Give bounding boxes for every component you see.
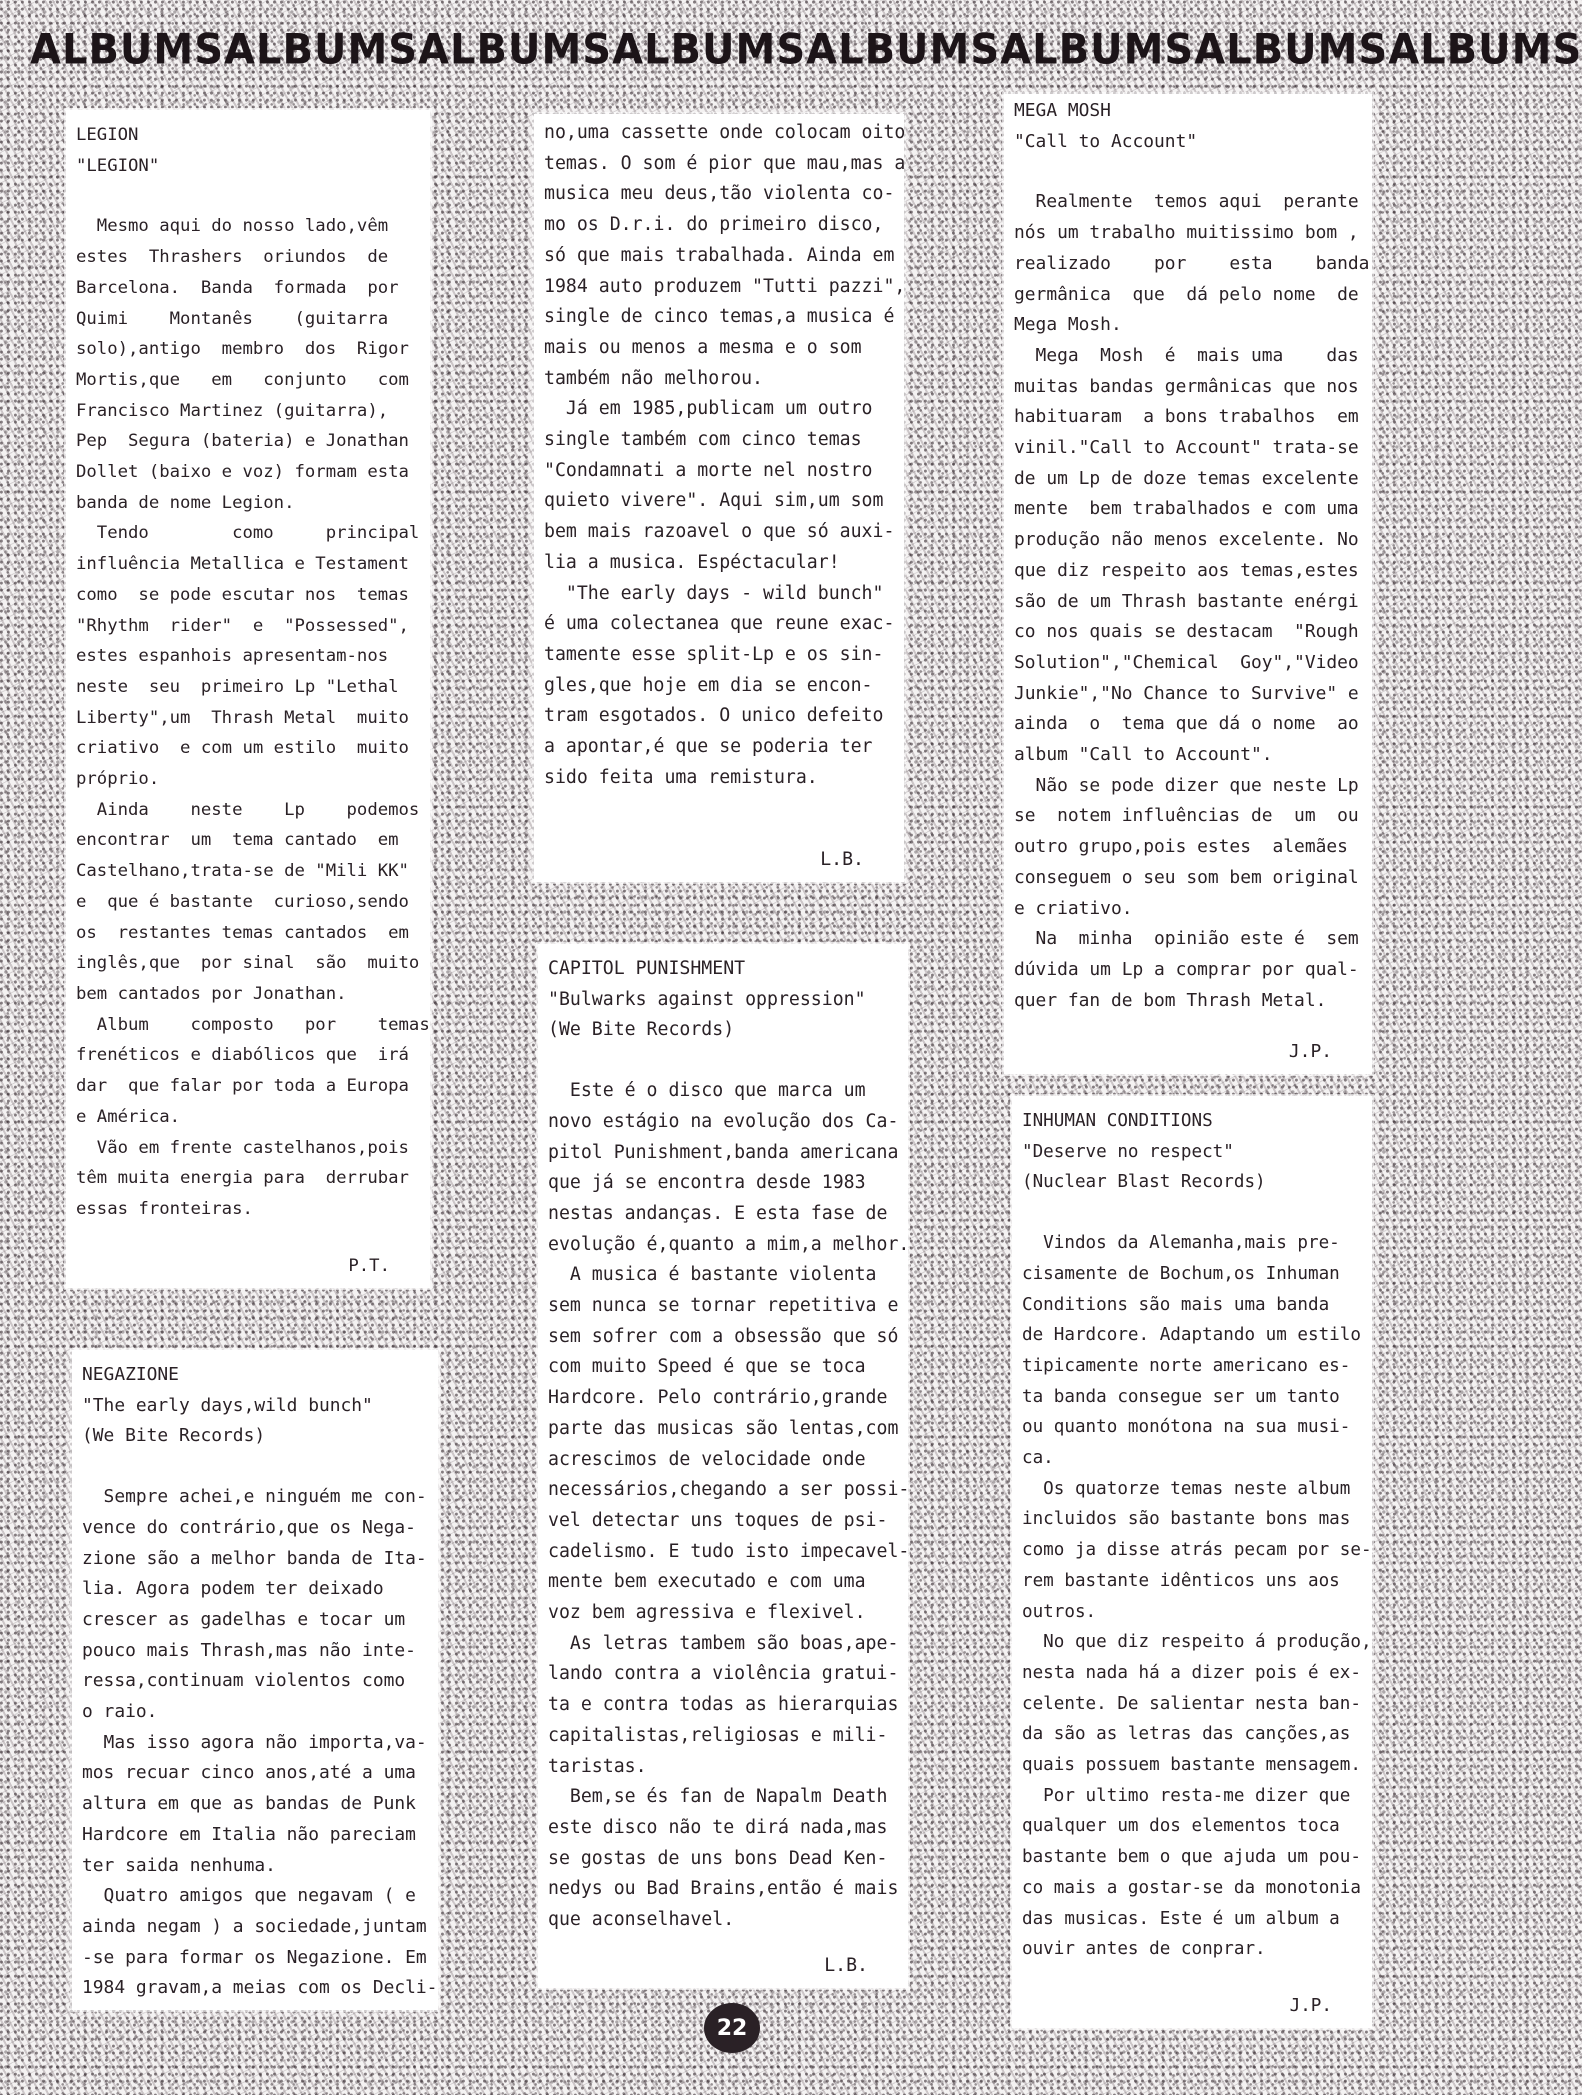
band-name: INHUMAN CONDITIONS — [1022, 1111, 1213, 1131]
text-line: Hardcore. Pelo contrário,grande — [548, 1387, 888, 1409]
text-line: Solution","Chemical Goy","Video — [1014, 651, 1359, 673]
review-text — [76, 211, 430, 1224]
text-line: Vindos da Alemanha,mais pre- — [1022, 1233, 1340, 1254]
review-text — [1014, 187, 1370, 1016]
text-line: single de cinco temas,a musica é — [544, 306, 895, 328]
text-line: crescer as gadelhas e tocar um — [82, 1608, 406, 1630]
text-line: ta banda consegue ser um tanto — [1022, 1386, 1340, 1407]
text-line: tamente esse split-Lp e os sin- — [544, 643, 884, 665]
text-line: 1984 gravam,a meias com os Decli- — [82, 1977, 438, 1999]
text-line: banda de nome Legion. — [76, 492, 295, 513]
text-line: Já em 1985,publicam um outro — [544, 398, 873, 420]
record-label: (Nuclear Blast Records) — [1022, 1172, 1266, 1193]
text-line: Conditions são mais uma banda — [1022, 1294, 1330, 1315]
text-line: e América. — [76, 1106, 181, 1127]
review-text — [548, 1076, 910, 1936]
text-line: só que mais trabalhada. Ainda em — [544, 244, 895, 266]
text-line: têm muita energia para derrubar — [76, 1168, 409, 1189]
text-line: pitol Punishment,banda americana — [548, 1141, 899, 1163]
review-negazione-continued — [534, 114, 904, 882]
banner-word: ALBUMS — [224, 25, 419, 75]
text-line: tipicamente norte americano es- — [1022, 1355, 1351, 1376]
text-line: lia. Agora podem ter deixado — [82, 1578, 384, 1600]
text-line: gles,que hoje em dia se encon- — [544, 674, 873, 696]
text-line: altura em que as bandas de Punk — [82, 1793, 416, 1815]
text-line: temas. O som é pior que mau,mas a — [544, 152, 906, 174]
text-line: acrescimos de velocidade onde — [548, 1448, 866, 1470]
text-line: que aconselhavel. — [548, 1909, 735, 1931]
text-line: Por ultimo resta-me dizer que — [1022, 1785, 1351, 1806]
text-line: evolução é,quanto a mim,a melhor. — [548, 1233, 910, 1255]
text-line: musica meu deus,tão violenta co- — [544, 183, 895, 205]
text-line: Barcelona. Banda formada por — [76, 277, 399, 298]
text-line: vel detectar uns toques de psi- — [548, 1509, 888, 1531]
text-line: 1984 auto produzem "Tutti pazzi", — [544, 275, 906, 297]
text-line: ou quanto monótona na sua musi- — [1022, 1417, 1351, 1438]
text-line: Vão em frente castelhanos,pois — [76, 1137, 409, 1158]
text-line: Francisco Martinez (guitarra), — [76, 400, 389, 421]
text-line: como ja disse atrás pecam por se- — [1022, 1540, 1372, 1561]
text-line: Dollet (baixo e voz) formam esta — [76, 462, 409, 483]
text-line: criativo e com um estilo muito — [76, 738, 409, 759]
text-line: bem cantados por Jonathan. — [76, 983, 347, 1004]
text-line: cadelismo. E tudo isto impecavel- — [548, 1540, 910, 1562]
banner-word: ALBUMS — [806, 25, 1001, 75]
album-title: "Deserve no respect" — [1022, 1141, 1234, 1162]
text-line: Mega Mosh é mais uma das — [1014, 344, 1359, 366]
banner-word: ALBUMS — [30, 25, 225, 75]
text-line: Junkie","No Chance to Survive" e — [1014, 682, 1359, 704]
text-line: vence do contrário,que os Nega- — [82, 1516, 416, 1538]
text-line: no,uma cassette onde colocam oito — [544, 122, 906, 143]
text-line: Sempre achei,e ninguém me con- — [82, 1486, 427, 1508]
text-line: ainda negam ) a sociedade,juntam — [82, 1915, 427, 1937]
text-line: incluidos são bastante bons mas — [1022, 1509, 1351, 1530]
text-line: realizado por esta banda — [1014, 252, 1370, 274]
banner-word: ALBUMS — [418, 25, 613, 75]
text-line: mente bem executado e com uma — [548, 1571, 866, 1593]
text-line: de um Lp de doze temas excelente — [1014, 467, 1359, 489]
text-line: estes espanhois apresentam-nos — [76, 646, 389, 667]
text-line: Não se pode dizer que neste Lp — [1014, 774, 1359, 796]
text-line: essas fronteiras. — [76, 1198, 253, 1219]
text-line: conseguem o seu som bem original — [1014, 866, 1359, 888]
album-title: "Bulwarks against oppression" — [548, 988, 866, 1010]
banner-word: ALBUMS — [1194, 25, 1389, 75]
text-line: voz bem agressiva e flexivel. — [548, 1602, 866, 1624]
review-negazione — [72, 1350, 438, 2010]
text-line: solo),antigo membro dos Rigor — [76, 339, 409, 360]
text-line: Quimi Montanês (guitarra — [76, 308, 389, 329]
text-line: nedys ou Bad Brains,então é mais — [548, 1878, 899, 1900]
text-line: mo os D.r.i. do primeiro disco, — [544, 214, 884, 236]
text-line: -se para formar os Negazione. Em — [82, 1946, 427, 1968]
reviewer-signature: L.B. — [824, 1955, 868, 1977]
album-title: "LEGION" — [76, 155, 160, 176]
text-line: parte das musicas são lentas,com — [548, 1417, 899, 1439]
text-line: Hardcore em Italia não pareciam — [82, 1823, 416, 1845]
text-line: Realmente temos aqui perante — [1014, 191, 1359, 213]
text-line: qualquer um dos elementos toca — [1022, 1816, 1340, 1837]
text-line: produção não menos excelente. No — [1014, 529, 1359, 551]
text-line: ressa,continuam violentos como — [82, 1670, 406, 1692]
record-label: (We Bite Records) — [548, 1019, 735, 1041]
text-line: é uma colectanea que reune exac- — [544, 613, 895, 635]
text-line: também não melhorou. — [544, 367, 763, 389]
band-name: NEGAZIONE — [82, 1364, 179, 1385]
text-line: bem mais razoavel o que só auxi- — [544, 521, 895, 543]
reviewer-signature: J.P. — [1288, 1041, 1332, 1063]
page-number: 22 — [704, 2003, 760, 2053]
text-line: que já se encontra desde 1983 — [548, 1172, 866, 1194]
text-line: este disco não te dirá nada,mas — [548, 1816, 888, 1838]
text-line: o raio. — [82, 1701, 158, 1723]
text-line: ter saida nenhuma. — [82, 1854, 276, 1876]
review-text — [1022, 1228, 1372, 1965]
text-line: influência Metallica e Testament — [76, 554, 409, 575]
text-line: nesta nada há a dizer pois é ex- — [1022, 1662, 1361, 1683]
text-line: "Rhythm rider" e "Possessed", — [76, 615, 409, 636]
text-line: album "Call to Account". — [1014, 744, 1273, 766]
text-line: Mega Mosh. — [1014, 314, 1122, 336]
text-line: de Hardcore. Adaptando um estilo — [1022, 1325, 1361, 1346]
text-line: Liberty",um Thrash Metal muito — [76, 707, 409, 728]
text-line: sem sofrer com a obsessão que só — [548, 1325, 899, 1347]
text-line: Na minha opinião este é sem — [1014, 928, 1359, 950]
text-line: As letras tambem são boas,ape- — [548, 1632, 899, 1654]
text-line: novo estágio na evolução dos Ca- — [548, 1110, 899, 1132]
text-line: dar que falar por toda a Europa — [76, 1076, 409, 1097]
text-line: single também com cinco temas — [544, 429, 862, 451]
text-line: co mais a gostar-se da monotonia — [1022, 1877, 1361, 1898]
text-line: tram esgotados. O unico defeito — [544, 705, 884, 727]
review-text — [544, 118, 906, 793]
text-line: se notem influências de um ou — [1014, 805, 1359, 827]
album-title: "Call to Account" — [1014, 130, 1198, 152]
text-line: Tendo como principal — [76, 523, 420, 544]
text-line: frenéticos e diabólicos que irá — [76, 1045, 409, 1066]
band-name: CAPITOL PUNISHMENT — [548, 958, 746, 979]
text-line: mente bem trabalhados e com uma — [1014, 498, 1359, 520]
text-line: muitas bandas germânicas que nos — [1014, 375, 1359, 397]
text-line: e criativo. — [1014, 897, 1133, 919]
text-line: nestas andanças. E esta fase de — [548, 1202, 888, 1224]
text-line: outro grupo,pois estes alemães — [1014, 836, 1348, 858]
text-line: ca. — [1022, 1448, 1054, 1469]
text-line: pouco mais Thrash,mas não inte- — [82, 1639, 416, 1661]
text-line: mos recuar cinco anos,até a uma — [82, 1762, 416, 1784]
text-line: ainda o tema que dá o nome ao — [1014, 713, 1359, 735]
text-line: "Condamnati a morte nel nostro — [544, 459, 873, 481]
text-line: lia a musica. Espéctacular! — [544, 551, 840, 573]
text-line: quais possuem bastante mensagem. — [1022, 1755, 1361, 1776]
record-label: (We Bite Records) — [82, 1425, 266, 1447]
reviewer-signature: J.P. — [1289, 1996, 1332, 2017]
text-line: neste seu primeiro Lp "Lethal — [76, 676, 399, 697]
text-line: se gostas de uns bons Dead Ken- — [548, 1847, 888, 1869]
text-line: celente. De salientar nesta ban- — [1022, 1693, 1361, 1714]
text-line: Mortis,que em conjunto com — [76, 369, 409, 390]
review-capitol-punishment — [538, 944, 908, 1988]
text-line: quer fan de bom Thrash Metal. — [1014, 989, 1327, 1011]
text-line: os restantes temas cantados em — [76, 922, 409, 943]
text-line: são de um Thrash bastante enérgi — [1014, 590, 1359, 612]
text-line: cisamente de Bochum,os Inhuman — [1022, 1263, 1340, 1284]
text-line: vinil."Call to Account" trata-se — [1014, 437, 1359, 459]
text-line: Castelhano,trata-se de "Mili KK" — [76, 861, 409, 882]
banner-word: ALBUMS — [612, 25, 807, 75]
text-line: da são as letras das canções,as — [1022, 1724, 1351, 1745]
reviewer-signature: P.T. — [348, 1256, 390, 1277]
text-line: sido feita uma remistura. — [544, 766, 818, 788]
text-line: estes Thrashers oriundos de — [76, 247, 389, 268]
text-line: inglês,que por sinal são muito — [76, 953, 420, 974]
text-line: Bem,se és fan de Napalm Death — [548, 1786, 888, 1808]
text-line: como se pode escutar nos temas — [76, 584, 409, 605]
album-title: "The early days,wild bunch" — [82, 1394, 373, 1416]
text-line: nós um trabalho muitissimo bom , — [1014, 222, 1359, 244]
text-line: quieto vivere". Aqui sim,um som — [544, 490, 884, 512]
reviewer-signature: L.B. — [820, 849, 864, 871]
text-line: encontrar um tema cantado em — [76, 830, 399, 851]
banner-word: ALBUMS — [1388, 25, 1582, 75]
text-line: próprio. — [76, 769, 160, 790]
review-legion — [66, 110, 430, 1288]
review-inhuman-conditions — [1012, 1096, 1372, 2028]
section-banner — [24, 22, 1582, 78]
text-line: dúvida um Lp a comprar por qual- — [1014, 958, 1359, 980]
text-line: sem nunca se tornar repetitiva e — [548, 1295, 899, 1317]
text-line: Os quatorze temas neste album — [1022, 1478, 1351, 1499]
text-line: a apontar,é que se poderia ter — [544, 736, 873, 758]
text-line: co nos quais se destacam "Rough — [1014, 621, 1359, 643]
text-line: Mesmo aqui do nosso lado,vêm — [76, 216, 389, 237]
text-line: capitalistas,religiosas e mili- — [548, 1724, 888, 1746]
text-line: com muito Speed é que se toca — [548, 1356, 866, 1378]
text-line: No que diz respeito á produção, — [1022, 1632, 1372, 1653]
text-line: bastante bem o que ajuda um pou- — [1022, 1847, 1361, 1868]
text-line: A musica é bastante violenta — [548, 1264, 877, 1286]
review-text — [82, 1482, 438, 2004]
text-line: Este é o disco que marca um — [548, 1080, 866, 1102]
text-line: germânica que dá pelo nome de — [1014, 283, 1359, 305]
band-name: MEGA MOSH — [1014, 100, 1111, 121]
review-mega-mosh — [1004, 94, 1372, 1074]
text-line: ta e contra todas as hierarquias — [548, 1694, 899, 1716]
text-line: zione são a melhor banda de Ita- — [82, 1547, 427, 1569]
text-line: mais ou menos a mesma e o som — [544, 336, 862, 358]
text-line: Album composto por temas — [76, 1014, 430, 1035]
banner-word: ALBUMS — [1000, 25, 1195, 75]
text-line: Pep Segura (bateria) e Jonathan — [76, 431, 409, 452]
text-line: taristas. — [548, 1755, 647, 1777]
text-line: Mas isso agora não importa,va- — [82, 1731, 427, 1753]
text-line: e que é bastante curioso,sendo — [76, 891, 409, 912]
text-line: que diz respeito aos temas,estes — [1014, 559, 1359, 581]
text-line: necessários,chegando a ser possi- — [548, 1479, 910, 1501]
text-line: lando contra a violência gratui- — [548, 1663, 899, 1685]
text-line: das musicas. Este é um album a — [1022, 1908, 1340, 1929]
text-line: Ainda neste Lp podemos — [76, 799, 420, 820]
text-line: outros. — [1022, 1601, 1097, 1622]
text-line: Quatro amigos que negavam ( e — [82, 1885, 416, 1907]
text-line: rem bastante idênticos uns aos — [1022, 1570, 1340, 1591]
text-line: "The early days - wild bunch" — [544, 582, 884, 604]
band-name: LEGION — [76, 125, 139, 145]
text-line: habituaram a bons trabalhos em — [1014, 406, 1359, 428]
text-line: ouvir antes de conprar. — [1022, 1939, 1266, 1960]
